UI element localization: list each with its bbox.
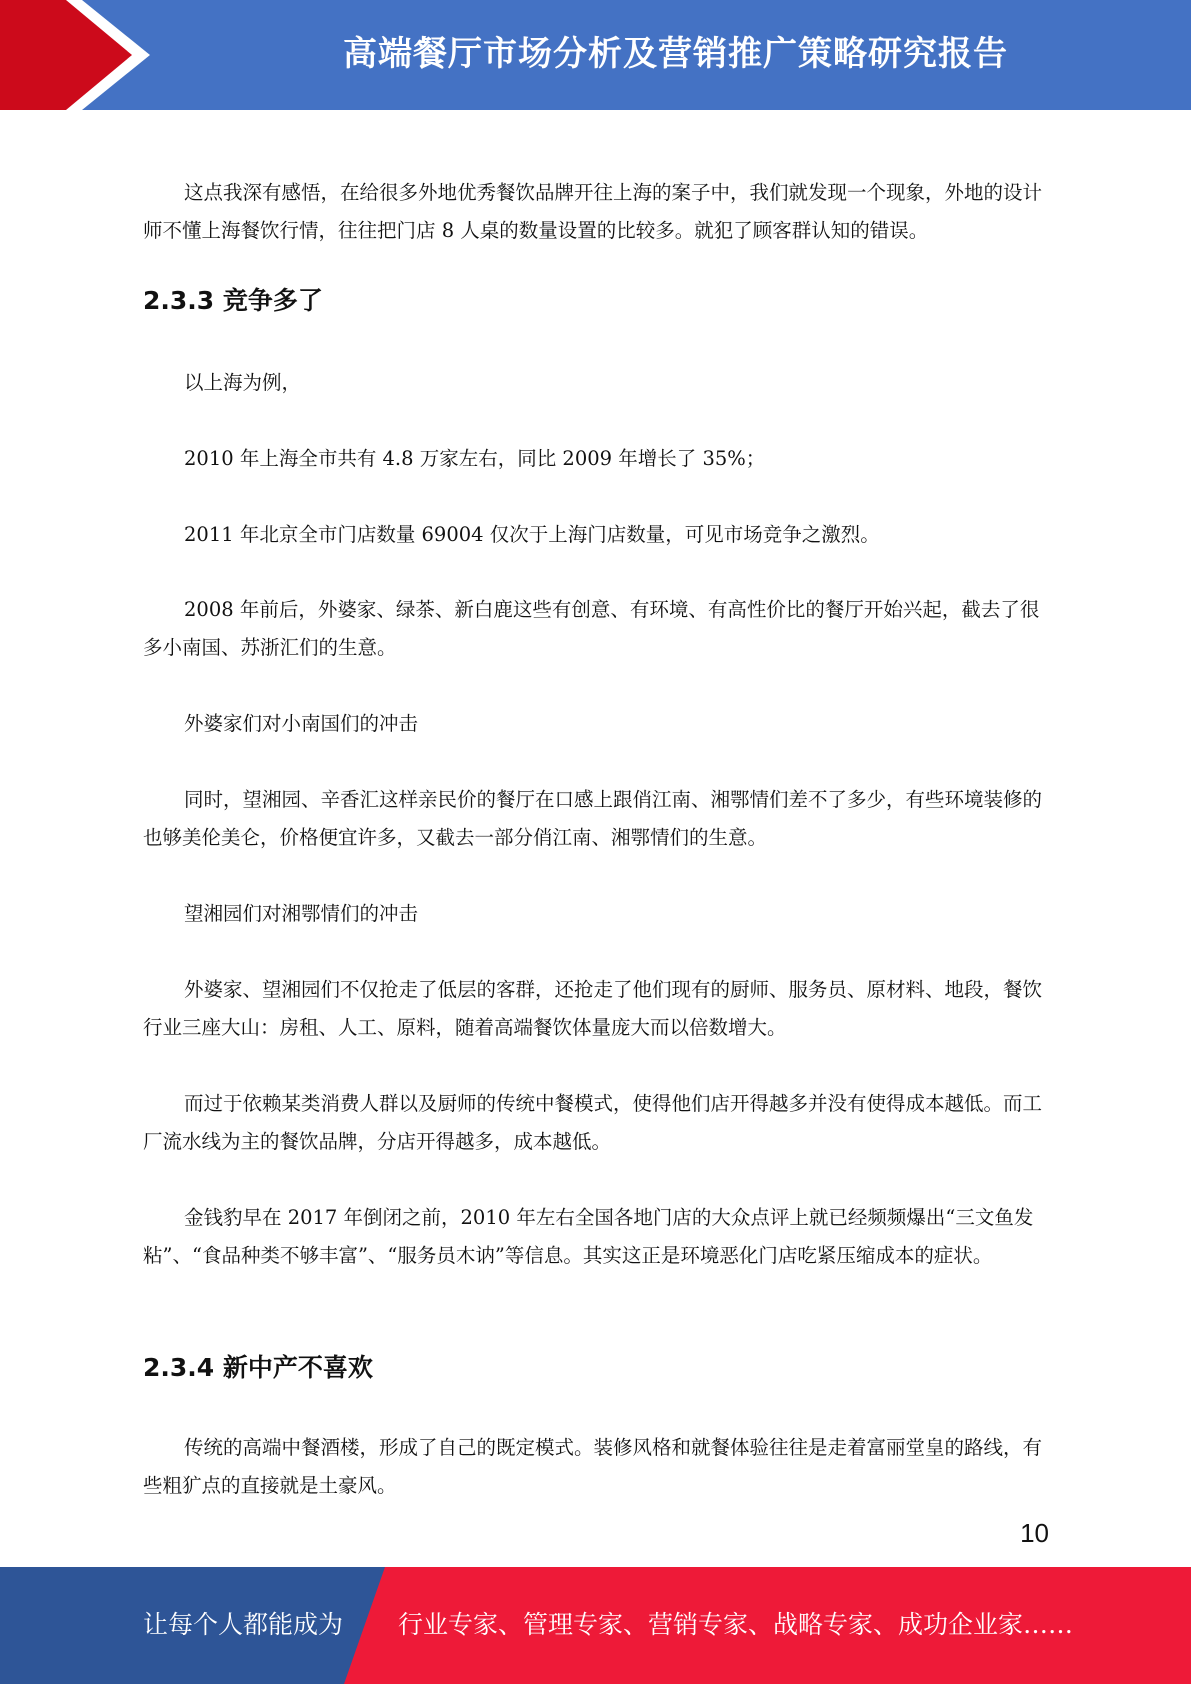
paragraph-5: 2008 年前后，外婆家、绿茶、新白鹿这些有创意、有环境、有高性价比的餐厅开始兴起，截去了很多小南国、苏浙汇们的生意。 xyxy=(143,598,1040,659)
footer-banner xyxy=(0,1567,1191,1684)
paragraph-7: 同时，望湘园、辛香汇这样亲民价的餐厅在口感上跟俏江南、湘鄂情们差不了多少，有些环境装修的也够美伦美仑，价格便宜许多，又截去一部分俏江南、湘鄂情们的生意。 xyxy=(143,788,1043,849)
paragraph-9: 外婆家、望湘园们不仅抢走了低层的客群，还抢走了他们现有的厨师、服务员、原材料、地段，餐饮行业三座大山：房租、人工、原料，随着高端餐饮体量庞大而以倍数增大。 xyxy=(143,978,1043,1039)
paragraph-12: 传统的高端中餐酒楼，形成了自己的既定模式。装修风格和就餐体验往往是走着富丽堂皇的路线，有些粗犷点的直接就是土豪风。 xyxy=(143,1436,1043,1497)
footer-slogan-left: 让每个人都能成为 xyxy=(143,1610,344,1639)
paragraph-2: 以上海为例， xyxy=(184,371,302,394)
paragraph-3: 2010 年上海全市共有 4.8 万家左右，同比 2009 年增长了 35%； xyxy=(184,447,766,470)
paragraph-4: 2011 年北京全市门店数量 69004 仅次于上海门店数量，可见市场竞争之激烈。 xyxy=(184,523,880,546)
paragraph-10: 而过于依赖某类消费人群以及厨师的传统中餐模式，使得他们店开得越多并没有使得成本越低。而工厂流水线为主的餐饮品牌，分店开得越多，成本越低。 xyxy=(143,1092,1043,1153)
paragraph-6: 外婆家们对小南国们的冲击 xyxy=(184,712,419,735)
paragraph-1: 这点我深有感悟，在给很多外地优秀餐饮品牌开往上海的案子中，我们就发现一个现象，外地的设计师不懂上海餐饮行情，往往把门店 8 人桌的数量设置的比较多。就犯了顾客群认知的错误。 xyxy=(143,181,1043,242)
footer-slogan-right: 行业专家、管理专家、营销专家、战略专家、成功企业家…… xyxy=(398,1610,1074,1639)
paragraph-8: 望湘园们对湘鄂情们的冲击 xyxy=(184,902,419,925)
paragraph-11: 金钱豹早在 2017 年倒闭之前，2010 年左右全国各地门店的大众点评上就已经频频爆出“三文鱼发粘”、“食品种类不够丰富”、“服务员木讷”等信息。其实这正是环境恶化门店吃紧压缩成本的症状。 xyxy=(143,1206,1034,1267)
page-number: 10 xyxy=(1020,1518,1049,1548)
header-banner xyxy=(0,0,1191,110)
section-heading-2-3-3: 2.3.3 竞争多了 xyxy=(143,286,323,315)
section-heading-2-3-4: 2.3.4 新中产不喜欢 xyxy=(143,1353,373,1382)
report-title: 高端餐厅市场分析及营销推广策略研究报告 xyxy=(343,34,1008,74)
